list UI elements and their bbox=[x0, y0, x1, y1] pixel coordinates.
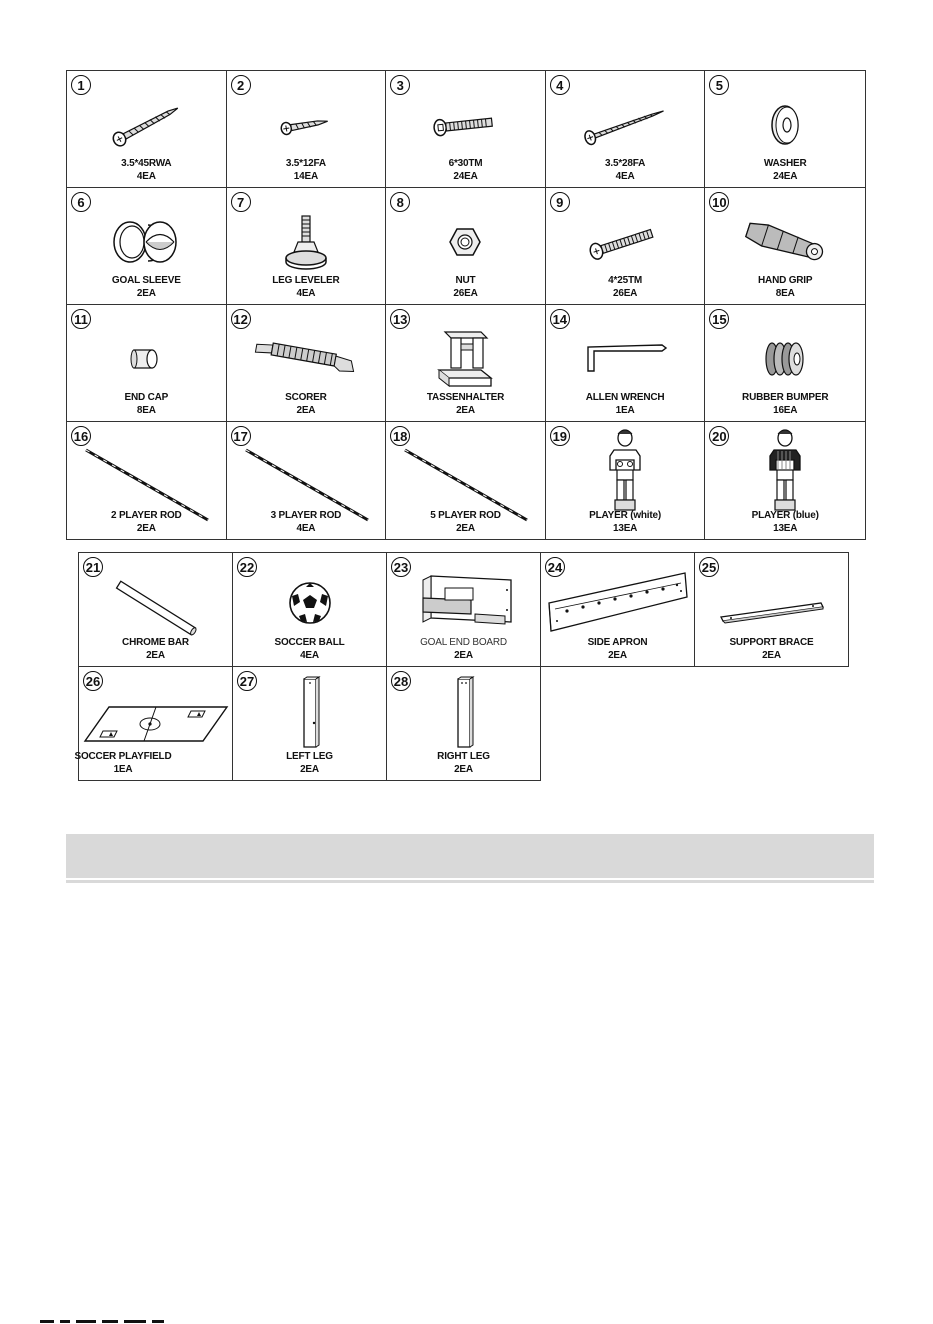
part-number: 18 bbox=[390, 426, 410, 446]
part-cell-7: 7 LEG LEVELER 4EA bbox=[227, 188, 387, 305]
part-cell-8: 8 NUT 26EA bbox=[386, 188, 546, 305]
part-cell-4: 4 3.5*28FA 4EA bbox=[546, 71, 706, 188]
part-cell-14: 14 ALLEN WRENCH 1EA bbox=[546, 305, 706, 422]
part-cell-28: 28 RIGHT LEG 2EA bbox=[386, 666, 541, 781]
part-cell-18: 18 5 PLAYER ROD 2EA bbox=[386, 422, 546, 539]
empty-cell bbox=[540, 666, 695, 781]
part-cell-27: 27 LEFT LEG 2EA bbox=[232, 666, 387, 781]
part-number: 21 bbox=[83, 557, 103, 577]
part-cell-25: 25 SUPPORT BRACE 2EA bbox=[694, 552, 849, 667]
part-cell-10: 10 HAND GRIP 8EA bbox=[705, 188, 865, 305]
section-header-bar bbox=[66, 834, 874, 878]
empty-cell bbox=[694, 666, 849, 781]
part-cell-19: 19 PLAYER (white) 13EA bbox=[546, 422, 706, 539]
part-number: 17 bbox=[231, 426, 251, 446]
part-cell-16: 16 2 PLAYER ROD 2EA bbox=[67, 422, 227, 539]
part-cell-23: 23 GOAL END BOARD 2EA bbox=[386, 552, 541, 667]
short-screw-icon bbox=[278, 110, 334, 140]
part-cell-21: 21 CHROME BAR 2EA bbox=[78, 552, 233, 667]
part-number: 15 bbox=[709, 309, 729, 329]
leg-icon bbox=[452, 675, 476, 751]
divider bbox=[66, 880, 874, 883]
part-cell-9: 9 4*25TM 26EA bbox=[546, 188, 706, 305]
wood-screw-icon bbox=[580, 105, 670, 145]
part-number: 8 bbox=[390, 192, 410, 212]
part-cell-3: 3 6*30TM 24EA bbox=[386, 71, 546, 188]
part-cell-20: 20 PLAYER (blue) 13EA bbox=[705, 422, 865, 539]
part-number: 7 bbox=[231, 192, 251, 212]
rubber-bumper-icon bbox=[760, 337, 810, 381]
machine-screw-icon bbox=[587, 222, 663, 262]
part-cell-11: 11 END CAP 8EA bbox=[67, 305, 227, 422]
parts-grid-bottom bbox=[74, 552, 848, 780]
part-number: 16 bbox=[71, 426, 91, 446]
part-number: 4 bbox=[550, 75, 570, 95]
part-number: 28 bbox=[391, 671, 411, 691]
bolt-icon bbox=[430, 110, 500, 140]
support-brace-icon bbox=[717, 587, 827, 627]
part-number: 2 bbox=[231, 75, 251, 95]
scorer-icon bbox=[251, 337, 361, 381]
part-number: 23 bbox=[391, 557, 411, 577]
part-cell-12: 12 SCORER 2EA bbox=[227, 305, 387, 422]
part-cell-6: 6 GOAL SLEEVE 2EA bbox=[67, 188, 227, 305]
part-cell-17: 17 3 PLAYER ROD 4EA bbox=[227, 422, 387, 539]
goal-sleeve-icon bbox=[106, 217, 186, 267]
part-cell-22: 22 SOCCER BALL 4EA bbox=[232, 552, 387, 667]
washer-icon bbox=[765, 100, 805, 150]
part-number: 19 bbox=[550, 426, 570, 446]
part-number: 11 bbox=[71, 309, 91, 329]
soccer-ball-icon bbox=[287, 580, 333, 626]
part-number: 12 bbox=[231, 309, 251, 329]
chrome-bar-icon bbox=[106, 573, 206, 643]
side-apron-icon bbox=[545, 569, 691, 639]
nut-icon bbox=[448, 225, 482, 259]
long-screw-icon bbox=[106, 105, 186, 145]
part-number: 10 bbox=[709, 192, 729, 212]
part-cell-13: 13 TASSENHALTER 2EA bbox=[386, 305, 546, 422]
part-number: 26 bbox=[83, 671, 103, 691]
part-cell-2: 2 3.5*12FA 14EA bbox=[227, 71, 387, 188]
part-number: 6 bbox=[71, 192, 91, 212]
part-number: 1 bbox=[71, 75, 91, 95]
footer-marks bbox=[40, 1318, 180, 1324]
part-cell-15: 15 RUBBER BUMPER 16EA bbox=[705, 305, 865, 422]
hand-grip-icon bbox=[740, 217, 830, 267]
part-number: 3 bbox=[390, 75, 410, 95]
parts-grid-top bbox=[66, 70, 866, 540]
leg-icon bbox=[298, 675, 322, 751]
player-white-icon bbox=[600, 426, 650, 516]
part-number: 20 bbox=[709, 426, 729, 446]
part-number: 9 bbox=[550, 192, 570, 212]
part-number: 22 bbox=[237, 557, 257, 577]
part-number: 13 bbox=[390, 309, 410, 329]
goal-end-board-icon bbox=[409, 570, 519, 634]
part-number: 24 bbox=[545, 557, 565, 577]
playfield-icon bbox=[81, 699, 231, 749]
part-number: 25 bbox=[699, 557, 719, 577]
leg-leveler-icon bbox=[276, 212, 336, 272]
part-cell-26: 26 SOCCER PLAYFIELD 1EA bbox=[78, 666, 233, 781]
cup-holder-icon bbox=[433, 328, 497, 390]
part-cell-5: 5 WASHER 24EA bbox=[705, 71, 865, 188]
part-number: 27 bbox=[237, 671, 257, 691]
part-cell-24: 24 SIDE APRON 2EA bbox=[540, 552, 695, 667]
player-blue-icon bbox=[760, 426, 810, 516]
part-cell-1: 1 3.5*45RWA 4EA bbox=[67, 71, 227, 188]
part-number: 5 bbox=[709, 75, 729, 95]
allen-wrench-icon bbox=[580, 339, 670, 379]
part-number: 14 bbox=[550, 309, 570, 329]
end-cap-icon bbox=[128, 342, 164, 376]
